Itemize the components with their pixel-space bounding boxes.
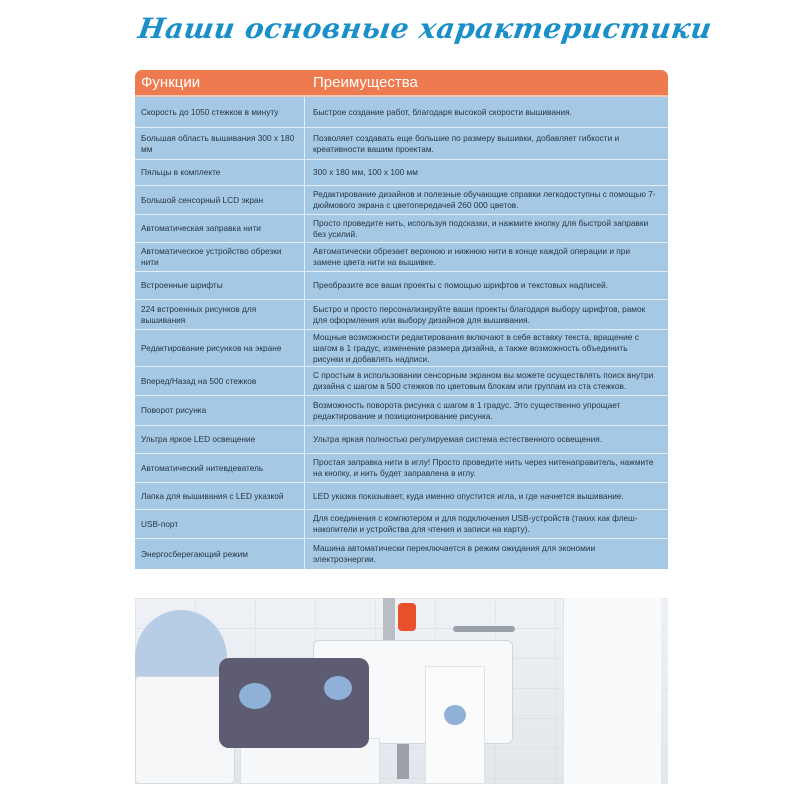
benefit-cell: Редактирование дизайнов и полезные обучающие справки легкодоступны с помощью 7-дюймового экрана с цветопередачей 260 000 цветов. [313,189,656,210]
benefit-cell: Для соединения с компютером и для подключения USB-устройств (таких как флеш-накопители и устройства для чтения и записи на карту). [313,513,638,534]
bathroom-photo [135,598,668,784]
hanging-embroidered-towel [425,666,485,784]
feature-cell: Энергосберегающий режим [135,539,305,569]
benefit-cell: С простым в использовании сенсорным экраном вы можете осуществлять поиск внутри дизайна с шагом в 500 стежков по цветовым блокам или группам из ста стежков. [313,370,654,391]
table-body [135,97,668,569]
benefit-cell: Простая заправка нити в иглу! Просто проведите нить через нитенаправитель, нажмите на кнопку, и нить будет заправлена в иглу. [313,457,654,478]
benefit-cell: Быстро и просто персонализируйте ваши проекты благодаря выбору шрифтов, рамок для оформления или выбору дизайнов для вышивания. [313,303,646,325]
faucet [383,598,395,643]
feature-cell: USB-порт [135,510,305,538]
towel-rail [453,626,515,632]
table-header [135,70,668,97]
table-row [135,271,668,299]
table-row [135,97,668,127]
benefit-cell: Преобразите все ваши проекты с помощью шрифтов и текстовых надписей. [313,280,609,290]
feature-cell: Вперед/Назад на 500 стежков [135,367,305,395]
feature-cell: Скорость до 1050 стежков в минуту [135,97,305,127]
embroidered-flower [239,683,271,709]
table-row [135,366,668,395]
benefit-cell: Автоматически обрезает верхнюю и нижнюю нити в конце каждой операции и при замене цвета нити на вышивке. [313,246,631,267]
feature-cell: Большая область вышивания 300 x 180 мм [135,128,305,159]
feature-cell: Автоматическое устройство обрезки нити [135,243,305,271]
soap-bottle [398,603,416,631]
feature-cell: Встроенные шрифты [135,272,305,299]
benefit-cell: Ультра яркая полностью регулируемая система естественного освещения. [313,434,603,444]
benefit-cell: Возможность поворота рисунка с шагом в 1 градус. Это существенно упрощает редактирование и позиционирование рисунка. [313,399,621,421]
table-row [135,425,668,453]
feature-cell: Пяльцы в комплекте [135,160,305,185]
table-row [135,214,668,242]
table-row [135,482,668,509]
feature-cell: Лапка для вышивания с LED указкой [135,483,305,509]
benefit-cell: Мощные возможности редактирования включают в себя вставку текста, вращение с шагом в 1 градус, изменение размера дизайна, а также возможность объединить рисунки и добавлять надписи. [313,331,639,364]
sink-pipe [397,744,409,779]
benefit-cell: Машина автоматически переключается в режим ожидания для экономии электроэнергии. [313,543,596,564]
benefit-cell: Просто проведите нить, используя подсказки, и нажмите кнопку для быстрой заправки без усилий. [313,217,649,239]
feature-cell: Автоматическая заправка нити [135,215,305,242]
feature-cell: Ультра яркое LED освещение [135,426,305,453]
feature-cell: Поворот рисунка [135,396,305,425]
table-row [135,453,668,482]
table-row [135,329,668,366]
feature-cell: 224 встроенных рисунков для вышивания [135,300,305,329]
benefit-cell: LED указка показывает, куда именно опустится игла, и где начнется вышивание. [313,490,624,501]
header-features: Функции [141,74,201,91]
dark-embroidered-towel [219,658,369,748]
table-row [135,538,668,569]
table-row [135,159,668,185]
table-row [135,395,668,425]
feature-cell: Автоматический нитевдеватель [135,454,305,482]
page-title: Наши основные характеристики [136,12,715,45]
embroidered-flower [324,676,352,700]
benefit-cell: Быстрое создание работ, благодаря высокой скорости вышивания. [313,106,572,117]
features-table [135,70,668,569]
table-row [135,242,668,271]
table-row [135,185,668,214]
benefit-cell: Позволяет создавать еще большие по размеру вышивки, добавляет гибкости и креативности вашим проектам. [313,132,620,154]
white-robe [563,598,661,784]
table-row [135,127,668,159]
benefit-cell: 300 x 180 мм, 100 x 100 мм [313,167,418,177]
table-row [135,509,668,538]
table-row [135,299,668,329]
feature-cell: Большой сенсорный LCD экран [135,186,305,214]
embroidered-flower [444,705,466,725]
header-benefits: Преимущества [313,74,418,91]
feature-cell: Редактирование рисунков на экране [135,330,305,366]
